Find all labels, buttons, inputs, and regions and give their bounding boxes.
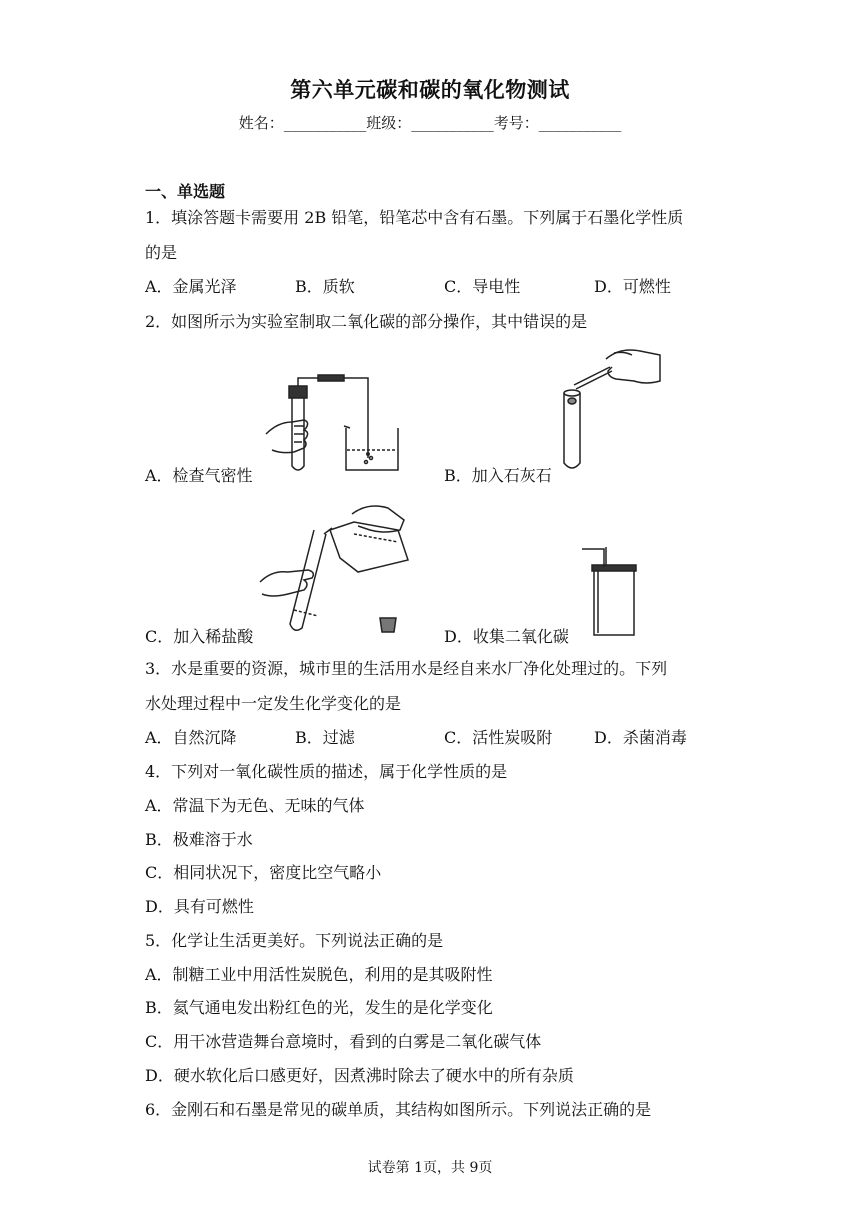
question-3-line-2: 水处理过程中一定发生化学变化的是 <box>145 694 402 713</box>
question-2-stem: 2．如图所示为实验室制取二氧化碳的部分操作，其中错误的是 <box>145 312 588 331</box>
question-1-option-c: C．导电性 <box>444 277 521 296</box>
collecting-co2-figure <box>578 545 640 640</box>
question-3-option-b: B．过滤 <box>295 728 355 747</box>
question-4-option-d: D．具有可燃性 <box>145 897 254 916</box>
exam-title: 第六单元碳和碳的氧化物测试 <box>290 78 570 102</box>
question-5-option-a: A．制糖工业中用活性炭脱色，利用的是其吸附性 <box>145 965 493 984</box>
question-1-line-2: 的是 <box>145 243 178 262</box>
question-2-option-c: C．加入稀盐酸 <box>145 627 254 646</box>
question-3-option-c: C．活性炭吸附 <box>444 728 553 747</box>
question-5-option-d: D．硬水软化后口感更好，因煮沸时除去了硬水中的所有杂质 <box>145 1066 574 1085</box>
question-1-line-1: 1．填涂答题卡需要用 2B 铅笔，铅笔芯中含有石墨。下列属于石墨化学性质 <box>145 208 684 227</box>
section-heading: 一、单选题 <box>145 182 226 201</box>
question-5-option-b: B．氦气通电发出粉红色的光，发生的是化学变化 <box>145 998 493 1017</box>
airtightness-check-figure <box>258 370 408 476</box>
page-footer: 试卷第 1页，共 9页 <box>367 1160 493 1176</box>
adding-dilute-acid-figure <box>258 500 423 638</box>
adding-limestone-figure <box>550 345 665 475</box>
question-1-option-d: D．可燃性 <box>594 277 671 296</box>
question-4-option-b: B．极难溶于水 <box>145 830 253 849</box>
question-3-option-a: A．自然沉降 <box>145 728 237 747</box>
question-1-option-a: A．金属光泽 <box>145 277 237 296</box>
question-1-option-b: B．质软 <box>295 277 355 296</box>
question-5-option-c: C．用干冰营造舞台意境时，看到的白雾是二氧化碳气体 <box>145 1032 542 1051</box>
question-2-option-d: D．收集二氧化碳 <box>444 627 569 646</box>
question-6-stem: 6．金刚石和石墨是常见的碳单质，其结构如图所示。下列说法正确的是 <box>145 1100 652 1119</box>
question-5-stem: 5．化学让生活更美好。下列说法正确的是 <box>145 931 444 950</box>
question-4-option-c: C．相同状况下，密度比空气略小 <box>145 863 382 882</box>
student-info-line: 姓名：___________班级：___________考号：___________ <box>238 114 622 132</box>
question-4-stem: 4．下列对一氧化碳性质的描述，属于化学性质的是 <box>145 762 508 781</box>
question-4-option-a: A．常温下为无色、无味的气体 <box>145 796 365 815</box>
question-3-line-1: 3．水是重要的资源，城市里的生活用水是经自来水厂净化处理过的。下列 <box>145 659 668 678</box>
question-2-option-a: A．检查气密性 <box>145 466 253 485</box>
question-3-option-d: D．杀菌消毒 <box>594 728 687 747</box>
question-2-option-b: B．加入石灰石 <box>444 466 552 485</box>
